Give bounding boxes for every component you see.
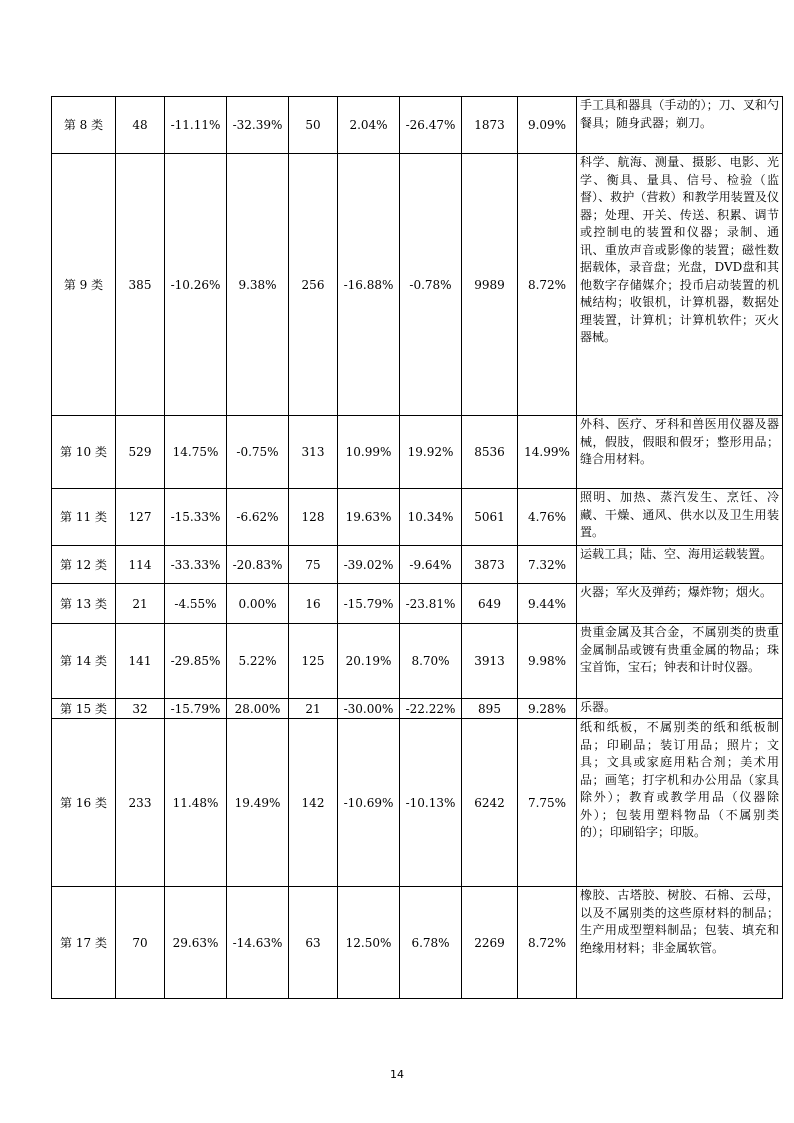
percent-cell: -39.02% <box>338 546 400 584</box>
percent-cell: 9.98% <box>518 624 577 699</box>
description-cell: 纸和纸板，不属别类的纸和纸板制品；印刷品；装订用品；照片；文具；文具或家庭用粘合剂；美术用品；画笔；打字机和办公用品（家具除外）；教育或教学用品（仪器除外）；包装用塑料物品（不属别类的）；印刷铅字；印版。 <box>577 719 783 887</box>
description-cell: 橡胶、古塔胶、树胶、石棉、云母，以及不属别类的这些原材料的制品；生产用成型塑料制品；包装、填充和绝缘用材料；非金属软管。 <box>577 887 783 999</box>
class-name-cell: 第 16 类 <box>52 719 116 887</box>
table-row <box>52 584 783 624</box>
table-row <box>52 546 783 584</box>
count-cell: 70 <box>116 887 165 999</box>
percent-cell: 8.70% <box>400 624 462 699</box>
table-row <box>52 719 783 887</box>
percent-cell: -26.47% <box>400 97 462 154</box>
count-cell: 1873 <box>462 97 518 154</box>
percent-cell: -14.63% <box>227 887 289 999</box>
count-cell: 128 <box>289 489 338 546</box>
class-name-cell: 第 8 类 <box>52 97 116 154</box>
percent-cell: 10.34% <box>400 489 462 546</box>
percent-cell: 4.76% <box>518 489 577 546</box>
table-row <box>52 624 783 699</box>
percent-cell: 9.38% <box>227 154 289 416</box>
table-row <box>52 416 783 489</box>
percent-cell: 5.22% <box>227 624 289 699</box>
percent-cell: 7.75% <box>518 719 577 887</box>
percent-cell: -6.62% <box>227 489 289 546</box>
percent-cell: -16.88% <box>338 154 400 416</box>
percent-cell: 10.99% <box>338 416 400 489</box>
count-cell: 75 <box>289 546 338 584</box>
percent-cell: 29.63% <box>165 887 227 999</box>
count-cell: 141 <box>116 624 165 699</box>
count-cell: 2269 <box>462 887 518 999</box>
percent-cell: -9.64% <box>400 546 462 584</box>
table-row <box>52 97 783 154</box>
class-name-cell: 第 15 类 <box>52 699 116 719</box>
description-cell: 外科、医疗、牙科和兽医用仪器及器械，假肢，假眼和假牙；整形用品；缝合用材料。 <box>577 416 783 489</box>
class-name-cell: 第 14 类 <box>52 624 116 699</box>
count-cell: 5061 <box>462 489 518 546</box>
table-row <box>52 489 783 546</box>
count-cell: 3913 <box>462 624 518 699</box>
count-cell: 529 <box>116 416 165 489</box>
description-cell: 火器；军火及弹药；爆炸物；烟火。 <box>577 584 783 624</box>
percent-cell: -10.13% <box>400 719 462 887</box>
class-name-cell: 第 12 类 <box>52 546 116 584</box>
count-cell: 256 <box>289 154 338 416</box>
count-cell: 6242 <box>462 719 518 887</box>
percent-cell: -29.85% <box>165 624 227 699</box>
percent-cell: -0.75% <box>227 416 289 489</box>
percent-cell: 11.48% <box>165 719 227 887</box>
count-cell: 32 <box>116 699 165 719</box>
count-cell: 48 <box>116 97 165 154</box>
percent-cell: -15.79% <box>338 584 400 624</box>
count-cell: 385 <box>116 154 165 416</box>
percent-cell: 7.32% <box>518 546 577 584</box>
table-row <box>52 154 783 416</box>
percent-cell: 9.28% <box>518 699 577 719</box>
class-name-cell: 第 10 类 <box>52 416 116 489</box>
percent-cell: -15.33% <box>165 489 227 546</box>
description-cell: 科学、航海、测量、摄影、电影、光学、衡具、量具、信号、检验（监督）、救护（营救）和教学用装置及仪器；处理、开关、传送、积累、调节或控制电的装置和仪器；录制、通讯、重放声音或影像的装置；磁性数据载体，录音盘；光盘，DVD盘和其他数字存储媒介；投币启动装置的机械结构；收银机，计算机器，数据处理装置，计算机；计算机软件；灭火器械。 <box>577 154 783 416</box>
count-cell: 3873 <box>462 546 518 584</box>
percent-cell: 19.63% <box>338 489 400 546</box>
description-cell: 照明、加热、蒸汽发生、烹饪、冷藏、干燥、通风、供水以及卫生用装置。 <box>577 489 783 546</box>
count-cell: 63 <box>289 887 338 999</box>
percent-cell: 9.09% <box>518 97 577 154</box>
count-cell: 114 <box>116 546 165 584</box>
percent-cell: -23.81% <box>400 584 462 624</box>
count-cell: 233 <box>116 719 165 887</box>
class-name-cell: 第 17 类 <box>52 887 116 999</box>
table-row <box>52 699 783 719</box>
percent-cell: -10.26% <box>165 154 227 416</box>
percent-cell: 8.72% <box>518 887 577 999</box>
percent-cell: 14.75% <box>165 416 227 489</box>
percent-cell: -32.39% <box>227 97 289 154</box>
count-cell: 16 <box>289 584 338 624</box>
percent-cell: 0.00% <box>227 584 289 624</box>
count-cell: 21 <box>289 699 338 719</box>
count-cell: 313 <box>289 416 338 489</box>
percent-cell: -11.11% <box>165 97 227 154</box>
percent-cell: -20.83% <box>227 546 289 584</box>
count-cell: 9989 <box>462 154 518 416</box>
count-cell: 8536 <box>462 416 518 489</box>
percent-cell: 2.04% <box>338 97 400 154</box>
class-name-cell: 第 11 类 <box>52 489 116 546</box>
percent-cell: 20.19% <box>338 624 400 699</box>
table-row <box>52 887 783 999</box>
percent-cell: 8.72% <box>518 154 577 416</box>
percent-cell: 28.00% <box>227 699 289 719</box>
trademark-class-table <box>51 96 783 999</box>
description-cell: 运载工具；陆、空、海用运载装置。 <box>577 546 783 584</box>
percent-cell: 19.92% <box>400 416 462 489</box>
description-cell: 贵重金属及其合金，不属别类的贵重金属制品或镀有贵重金属的物品；珠宝首饰，宝石；钟表和计时仪器。 <box>577 624 783 699</box>
percent-cell: -10.69% <box>338 719 400 887</box>
percent-cell: 19.49% <box>227 719 289 887</box>
percent-cell: -22.22% <box>400 699 462 719</box>
percent-cell: 12.50% <box>338 887 400 999</box>
count-cell: 21 <box>116 584 165 624</box>
class-name-cell: 第 9 类 <box>52 154 116 416</box>
count-cell: 895 <box>462 699 518 719</box>
percent-cell: -15.79% <box>165 699 227 719</box>
percent-cell: -33.33% <box>165 546 227 584</box>
count-cell: 142 <box>289 719 338 887</box>
percent-cell: 9.44% <box>518 584 577 624</box>
class-name-cell: 第 13 类 <box>52 584 116 624</box>
page-number: 14 <box>390 1068 404 1081</box>
description-cell: 手工具和器具（手动的）；刀、叉和勺餐具；随身武器；剃刀。 <box>577 97 783 154</box>
percent-cell: -30.00% <box>338 699 400 719</box>
percent-cell: 6.78% <box>400 887 462 999</box>
percent-cell: -4.55% <box>165 584 227 624</box>
count-cell: 125 <box>289 624 338 699</box>
percent-cell: -0.78% <box>400 154 462 416</box>
count-cell: 127 <box>116 489 165 546</box>
count-cell: 50 <box>289 97 338 154</box>
description-cell: 乐器。 <box>577 699 783 719</box>
count-cell: 649 <box>462 584 518 624</box>
percent-cell: 14.99% <box>518 416 577 489</box>
